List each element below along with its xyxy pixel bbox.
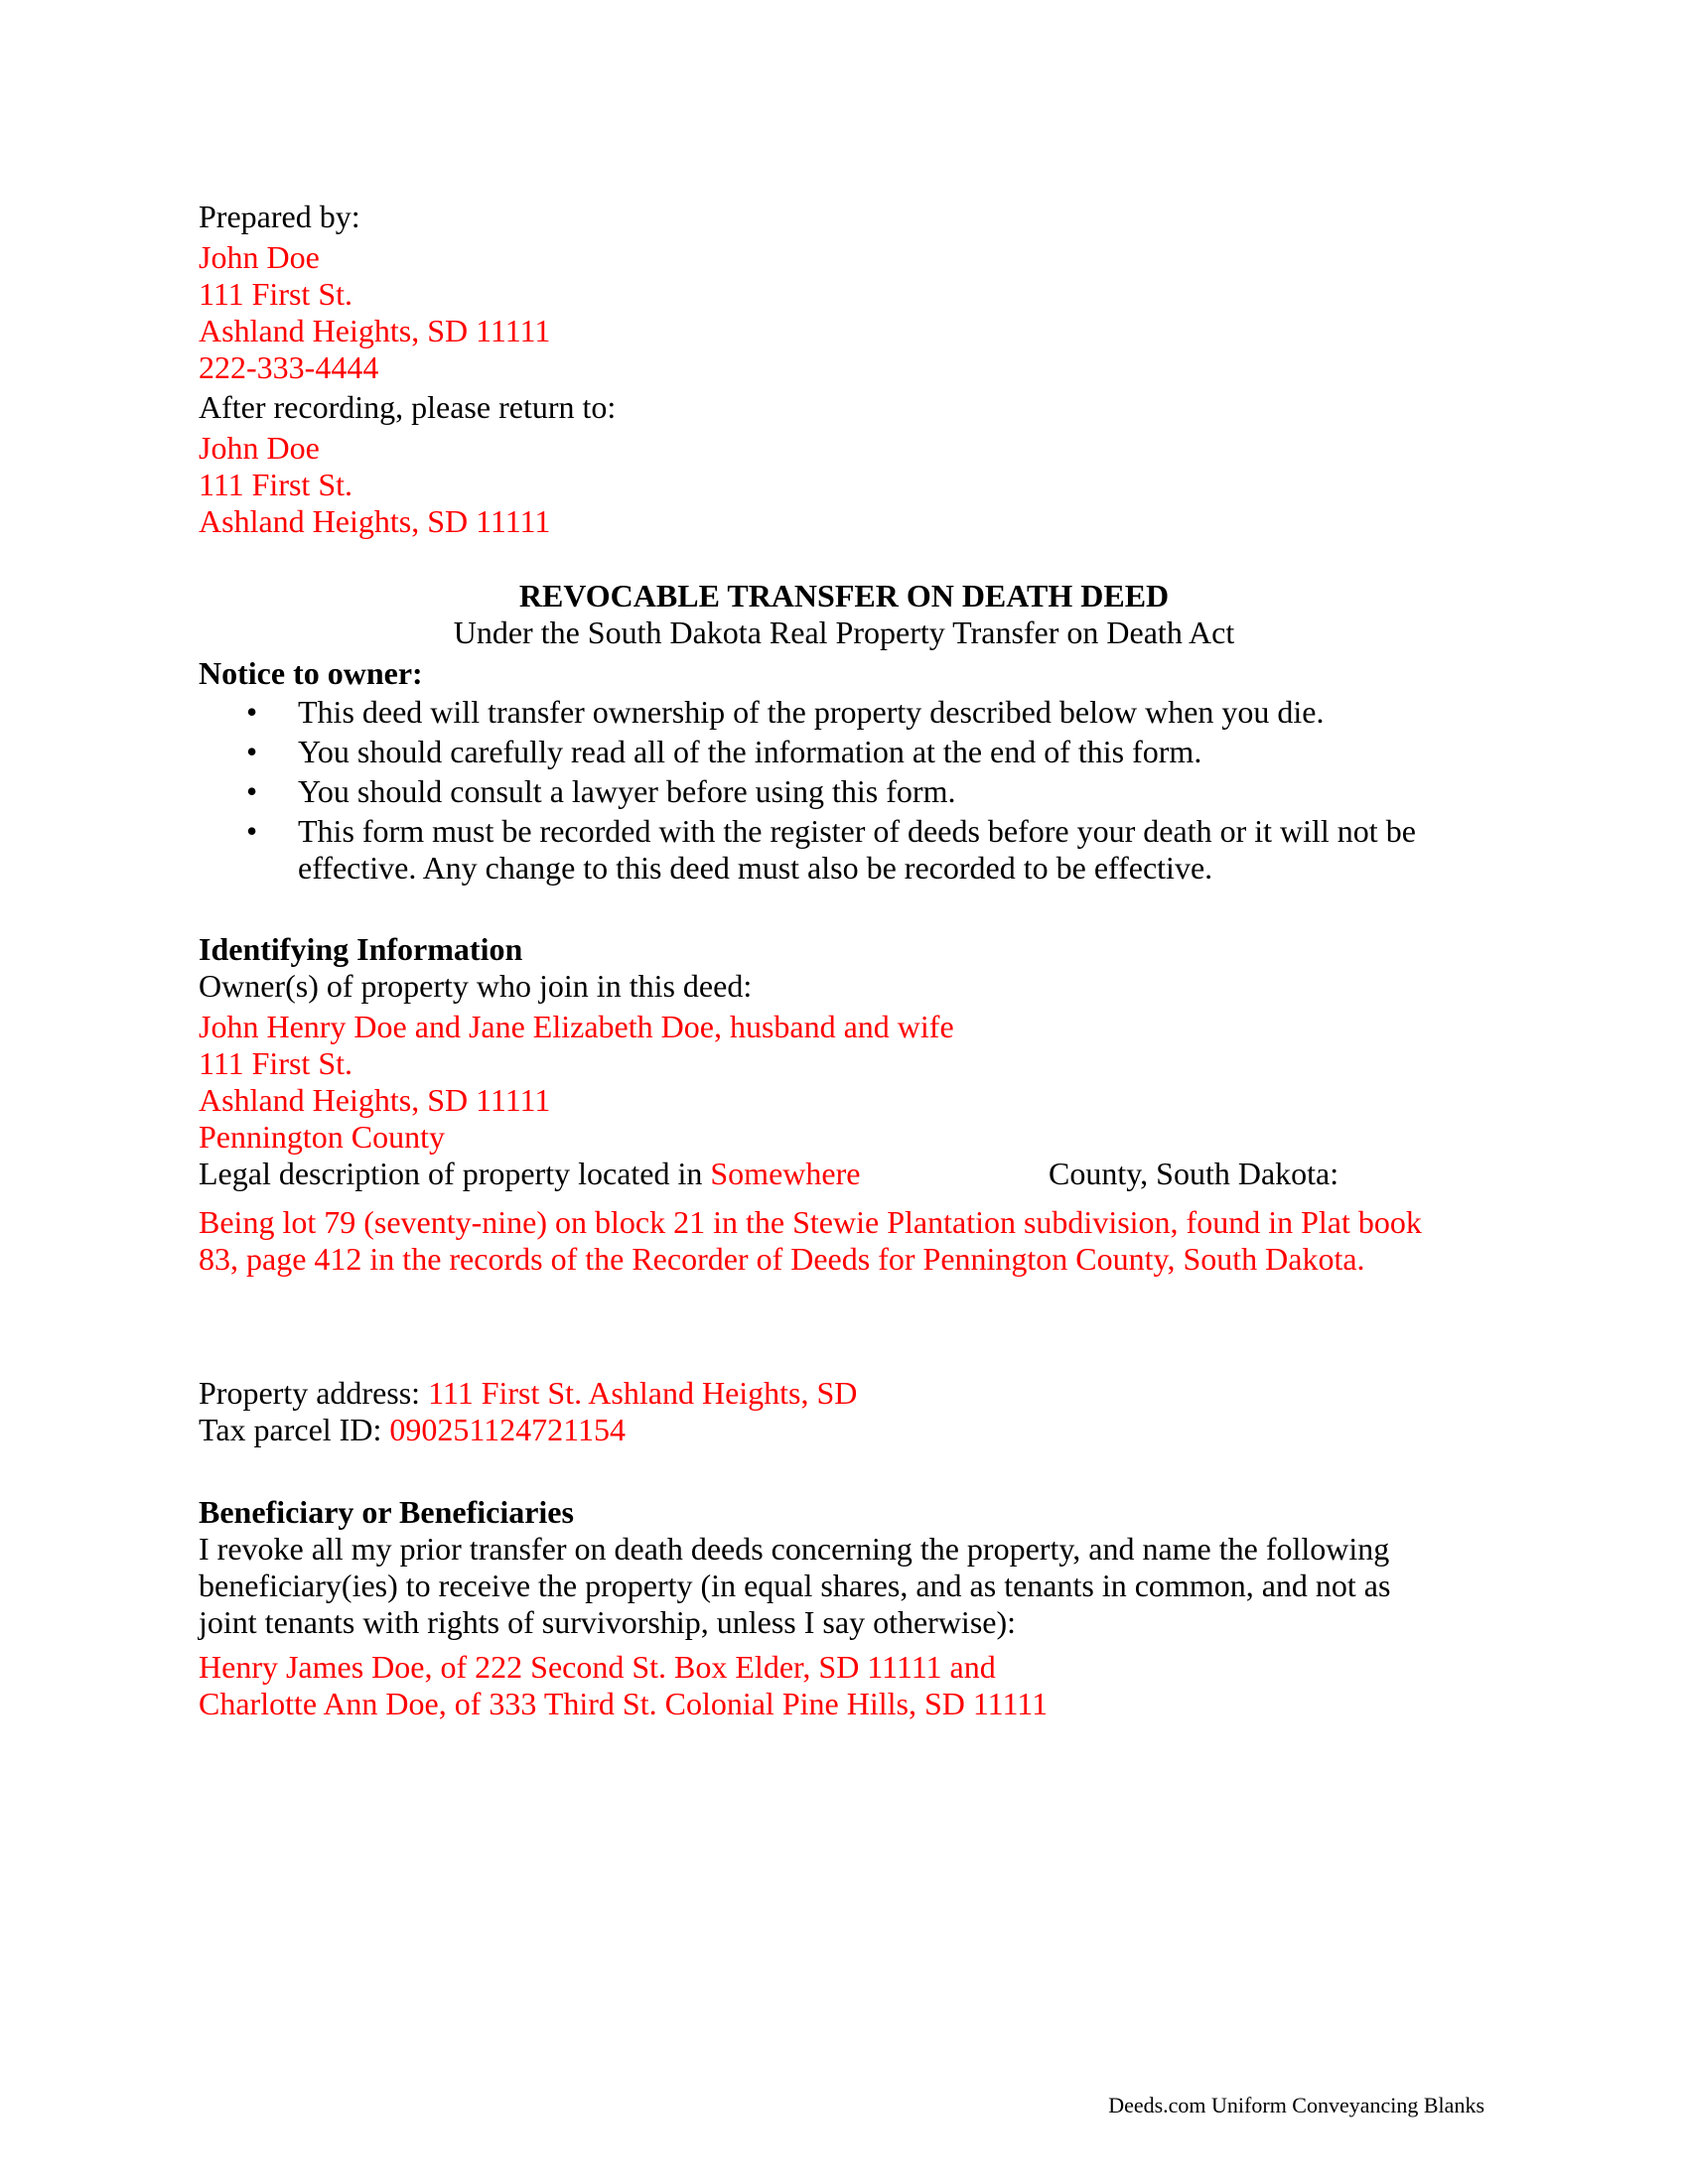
owner-county: Pennington County	[199, 1119, 446, 1155]
notice-heading: Notice to owner:	[199, 655, 423, 691]
identifying-heading: Identifying Information	[199, 931, 523, 967]
return-name: John Doe	[199, 430, 320, 466]
beneficiary-1: Henry James Doe, of 222 Second St. Box Elder, SD 11111 and	[199, 1649, 996, 1685]
property-address-label: Property address:	[199, 1375, 421, 1411]
legal-description: Being lot 79 (seventy-nine) on block 21 in the Stewie Plantation subdivision, found in Plat book 83, page 412 in the records of the Recorder of Deeds for Pennington County, South Dakota.	[199, 1204, 1422, 1277]
beneficiaries-heading: Beneficiary or Beneficiaries	[199, 1494, 574, 1530]
notice-list	[199, 694, 1489, 887]
prepared-by-block	[199, 199, 1489, 386]
preparer-phone: 222-333-4444	[199, 349, 379, 385]
document-title-block	[199, 578, 1489, 651]
beneficiaries-block	[199, 1494, 1489, 1722]
owners-names: John Henry Doe and Jane Elizabeth Doe, husband and wife	[199, 1009, 954, 1044]
tax-parcel-label: Tax parcel ID:	[199, 1412, 382, 1447]
legal-suffix: County, South Dakota:	[1049, 1156, 1339, 1191]
return-street: 111 First St.	[199, 467, 352, 502]
notice-item: • You should carefully read all of the information at the end of this form.	[246, 734, 1202, 769]
legal-description-row	[199, 1156, 1489, 1192]
property-info-block	[199, 1375, 1489, 1448]
beneficiary-2: Charlotte Ann Doe, of 333 Third St. Colonial Pine Hills, SD 11111	[199, 1686, 1049, 1721]
property-address: 111 First St. Ashland Heights, SD	[428, 1375, 858, 1411]
bullet-icon: •	[246, 734, 258, 769]
property-address-line	[199, 1375, 1489, 1412]
beneficiary-names	[199, 1649, 1489, 1722]
legal-prefix: Legal description of property located in	[199, 1156, 703, 1191]
document-subtitle: Under the South Dakota Real Property Transfer on Death Act	[453, 614, 1235, 650]
notice-item: • You should consult a lawyer before using this form.	[246, 773, 956, 809]
notice-item: • This form must be recorded with the register of deeds before your death or it will not be effective. Any change to this deed must also be recorded to be effective.	[246, 813, 1416, 886]
return-to-block	[199, 389, 1489, 540]
bullet-icon: •	[246, 773, 258, 809]
owner-city: Ashland Heights, SD 11111	[199, 1082, 551, 1118]
notice-block	[199, 655, 1489, 887]
bullet-icon: •	[246, 813, 258, 849]
tax-parcel-id: 090251124721154	[389, 1412, 626, 1447]
bullet-icon: •	[246, 694, 258, 730]
footer-text: Deeds.com Uniform Conveyancing Blanks	[1108, 2093, 1484, 2117]
preparer-name: John Doe	[199, 239, 320, 275]
return-city: Ashland Heights, SD 11111	[199, 503, 551, 539]
identifying-info-block	[199, 931, 1489, 1278]
notice-item: • This deed will transfer ownership of the property described below when you die.	[246, 694, 1325, 730]
owners-label: Owner(s) of property who join in this deed:	[199, 968, 753, 1004]
preparer-city: Ashland Heights, SD 11111	[199, 313, 551, 348]
owner-street: 111 First St.	[199, 1045, 352, 1081]
prepared-by-label: Prepared by:	[199, 199, 360, 234]
tax-parcel-line	[199, 1412, 1489, 1448]
beneficiaries-paragraph: I revoke all my prior transfer on death deeds concerning the property, and name the following beneficiary(ies) to receive the property (in equal shares, and as tenants in common, and not as joint tenants with rights of survivorship, unless I say otherwise):	[199, 1531, 1391, 1640]
preparer-street: 111 First St.	[199, 276, 352, 312]
legal-county: Somewhere	[710, 1156, 861, 1191]
document-title: REVOCABLE TRANSFER ON DEATH DEED	[518, 578, 1170, 614]
return-to-label: After recording, please return to:	[199, 389, 617, 425]
